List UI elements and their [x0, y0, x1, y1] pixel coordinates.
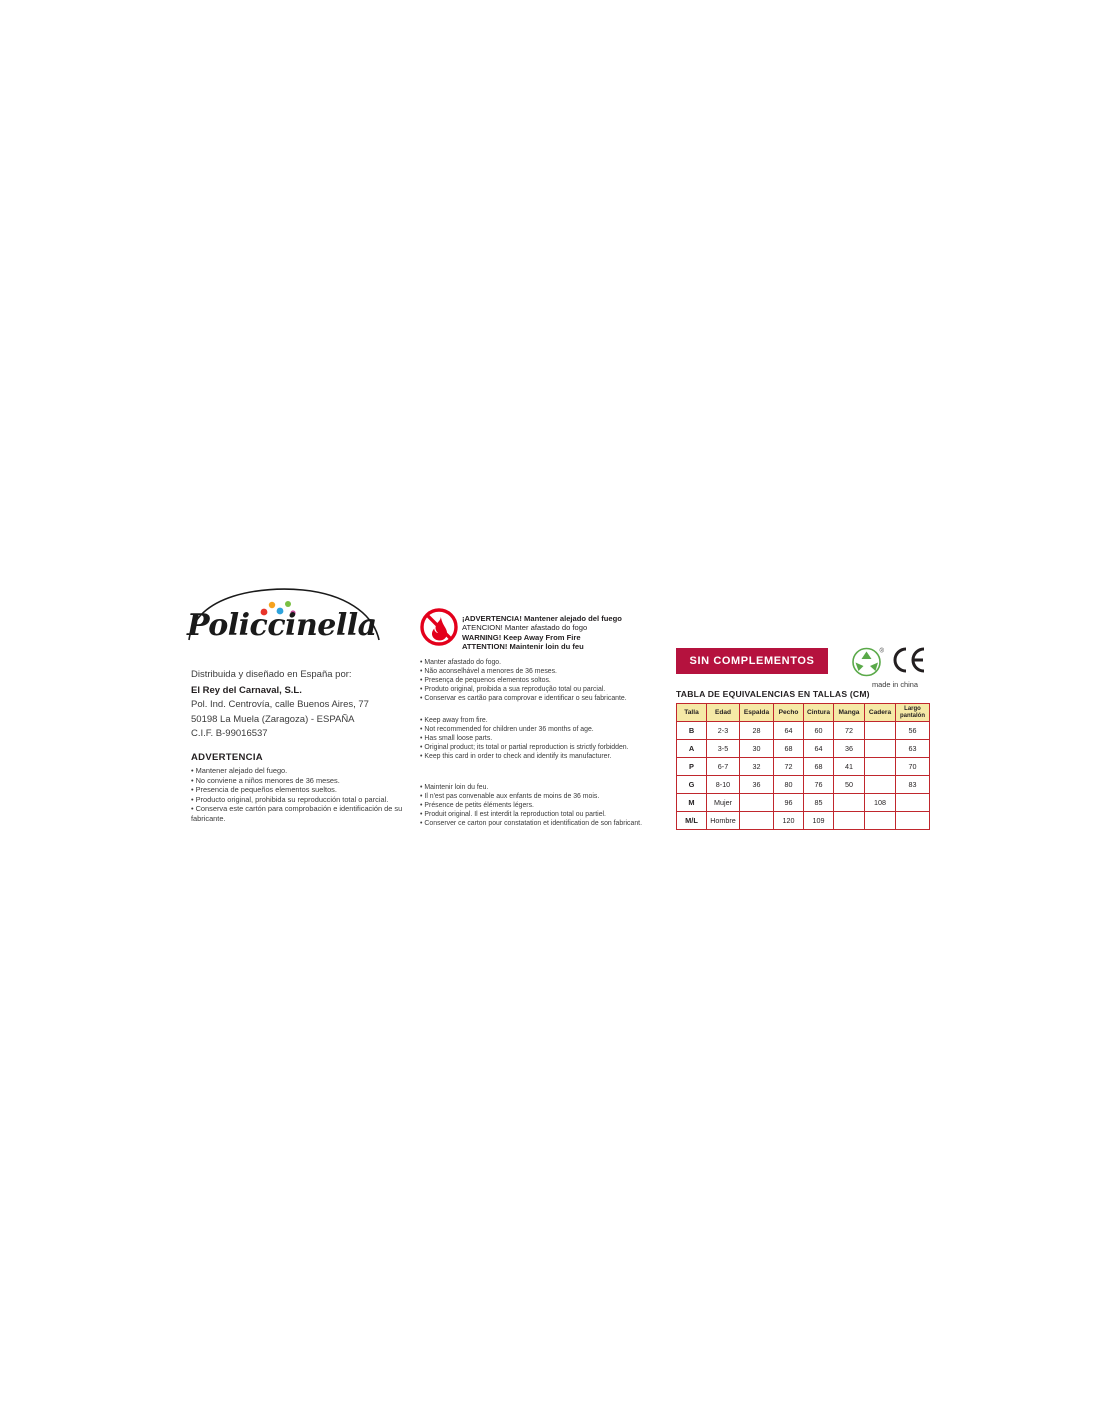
brand-logo — [183, 584, 383, 656]
warning-fr-item — [420, 801, 645, 810]
distributor-company: El Rey del Carnaval, S.L. — [191, 684, 302, 696]
size-table-cell: 32 — [740, 758, 774, 776]
distributor-cif: C.I.F. B-99016537 — [191, 728, 268, 739]
size-table-cell: Hombre — [707, 812, 740, 830]
warning-es-item-text: Conserva este cartón para comprobación e identificación de su fabricante. — [191, 804, 403, 823]
size-table-row-label: G — [677, 776, 707, 794]
bullet-dot-icon: • — [420, 793, 423, 801]
bullet-dot-icon: • — [420, 784, 423, 791]
size-table-header-cell: Edad — [707, 704, 740, 722]
warning-pt-item-text: Não aconselhável a menores de 36 meses. — [424, 668, 557, 676]
table-row — [677, 758, 930, 776]
warning-pt-item — [420, 658, 645, 667]
size-table-cell: 83 — [896, 776, 930, 794]
size-table-cell: 41 — [834, 758, 865, 776]
size-table-cell — [834, 812, 865, 830]
size-table-cell: 68 — [774, 740, 804, 758]
size-table-row-label: M/L — [677, 812, 707, 830]
size-table-cell: 6-7 — [707, 758, 740, 776]
warning-fr-item-text: Conserver ce carton pour constatation et identification de son fabricant. — [424, 820, 642, 828]
status-badge: SIN COMPLEMENTOS — [676, 648, 828, 674]
size-table-cell: 108 — [865, 794, 896, 812]
warning-pt-item-text: Produto original, proibida a sua reprodução total ou parcial. — [424, 686, 606, 694]
warning-en-item — [420, 725, 645, 734]
size-table-header-row — [677, 704, 930, 722]
warning-pt-item — [420, 676, 645, 685]
bullet-dot-icon: • — [420, 695, 423, 703]
size-table-cell — [896, 794, 930, 812]
bullet-dot-icon: • — [420, 686, 423, 694]
distributor-lead: Distribuida y diseñado en España por: — [191, 669, 352, 680]
bullet-dot-icon: • — [191, 804, 194, 814]
warning-fr-item-text: Il n'est pas convenable aux enfants de moins de 36 mois. — [424, 793, 600, 801]
distributor-address-line1: Pol. Ind. Centrovía, calle Buenos Aires, 77 — [191, 699, 369, 710]
size-table-cell — [740, 794, 774, 812]
warning-fr-item — [420, 792, 645, 801]
warning-header-multilang — [462, 614, 662, 652]
size-table-cell: 68 — [804, 758, 834, 776]
bullet-dot-icon: • — [420, 820, 423, 828]
size-table-cell: 70 — [896, 758, 930, 776]
bullet-dot-icon: • — [420, 677, 423, 685]
size-table-header-cell — [896, 704, 930, 722]
size-table-cell: 36 — [740, 776, 774, 794]
made-in-china-label: made in china — [871, 680, 918, 689]
size-table-cell — [865, 776, 896, 794]
bullet-dot-icon: • — [420, 717, 423, 724]
size-table-header-cell: Espalda — [740, 704, 774, 722]
table-row — [677, 740, 930, 758]
table-row — [677, 722, 930, 740]
size-table-cell: 30 — [740, 740, 774, 758]
warning-pt-item-text: Manter afastado do fogo. — [424, 659, 502, 666]
warning-en-item-text: Not recommended for children under 36 months of age. — [424, 726, 594, 734]
warning-list-fr — [420, 783, 645, 828]
warning-en-item — [420, 743, 645, 752]
warning-pt-item-text: Presença de pequenos elementos soltos. — [424, 677, 551, 685]
size-table-cell: 80 — [774, 776, 804, 794]
size-table-cell: 64 — [774, 722, 804, 740]
size-table-cell: 63 — [896, 740, 930, 758]
size-table-cell: 76 — [804, 776, 834, 794]
warning-es-item-text: Presencia de pequeños elementos sueltos. — [195, 785, 337, 795]
size-table-cell — [865, 740, 896, 758]
size-table-header-cell: Cintura — [804, 704, 834, 722]
warning-fr-item — [420, 783, 645, 792]
warning-pt-item-text: Conservar es cartão para comprovar e identificar o seu fabricante. — [424, 695, 627, 703]
warning-es-item-text: No conviene a niños menores de 36 meses. — [195, 775, 340, 785]
warning-pt-item — [420, 694, 645, 703]
size-table-title: TABLA DE EQUIVALENCIAS EN TALLAS (CM) — [676, 689, 870, 699]
warning-header-en: WARNING! Keep Away From Fire — [462, 632, 581, 642]
warning-fr-item-text: Présence de petits éléments légers. — [424, 802, 534, 810]
size-table-cell: 72 — [834, 722, 865, 740]
size-table-header-cell-line2: pantalón — [900, 712, 925, 719]
size-table-row-label: M — [677, 794, 707, 812]
bullet-dot-icon: • — [420, 659, 423, 666]
warning-en-item-text: Keep this card in order to check and identify its manufacturer. — [424, 753, 612, 761]
warning-fr-item — [420, 819, 645, 828]
size-table-cell: 3-5 — [707, 740, 740, 758]
warning-title: ADVERTENCIA — [191, 752, 263, 763]
table-row — [677, 794, 930, 812]
size-table-row-label: P — [677, 758, 707, 776]
size-table-cell — [865, 758, 896, 776]
warning-es-item — [191, 785, 431, 795]
recycle-loop-icon — [851, 645, 885, 677]
size-table-cell: 56 — [896, 722, 930, 740]
size-table-row-label: B — [677, 722, 707, 740]
bullet-dot-icon: • — [191, 775, 194, 785]
warning-en-item — [420, 734, 645, 743]
warning-pt-item — [420, 667, 645, 676]
size-table-cell — [834, 794, 865, 812]
bullet-dot-icon: • — [420, 802, 423, 810]
bullet-dot-icon: • — [420, 668, 423, 676]
warning-es-item — [191, 795, 431, 805]
size-table-cell: 36 — [834, 740, 865, 758]
size-table-cell: 50 — [834, 776, 865, 794]
table-row — [677, 812, 930, 830]
size-table-body — [677, 722, 930, 830]
distributor-address-line2: 50198 La Muela (Zaragoza) - ESPAÑA — [191, 713, 355, 725]
bullet-dot-icon: • — [420, 735, 423, 743]
warning-header-es: ¡ADVERTENCIA! Mantener alejado del fuego — [462, 614, 622, 623]
size-table-header-cell: Pecho — [774, 704, 804, 722]
warning-fr-item — [420, 810, 645, 819]
warning-es-item-text: Producto original, prohibida su reproducción total o parcial. — [195, 794, 389, 804]
warning-pt-item — [420, 685, 645, 694]
warning-fr-item-text: Maintenir loin du feu. — [424, 784, 489, 791]
warning-list-en — [420, 716, 645, 761]
distributor-info — [191, 668, 431, 742]
warning-list-es — [191, 766, 431, 824]
size-table-cell — [740, 812, 774, 830]
warning-list-pt — [420, 658, 645, 703]
bullet-dot-icon: • — [191, 785, 194, 795]
bullet-dot-icon: • — [420, 811, 423, 819]
size-table-cell: 120 — [774, 812, 804, 830]
bullet-dot-icon: • — [420, 753, 423, 761]
size-table-cell: 72 — [774, 758, 804, 776]
size-table-cell: Mujer — [707, 794, 740, 812]
svg-text:®: ® — [879, 648, 884, 655]
size-table-cell — [896, 812, 930, 830]
warning-en-item-text: Keep away from fire. — [424, 717, 488, 724]
warning-es-item-text: Mantener alejado del fuego. — [195, 766, 288, 775]
warning-header-pt: ATENCION! Manter afastado do fogo — [462, 623, 588, 633]
size-table-header-cell-line1: Largo — [904, 705, 921, 712]
warning-en-item-text: Original product; its total or partial reproduction is strictly forbidden. — [424, 744, 629, 752]
ce-mark-icon — [890, 645, 928, 675]
bullet-dot-icon: • — [191, 766, 194, 775]
size-table-row-label: A — [677, 740, 707, 758]
warning-header-fr: ATTENTION! Maintenir loin du feu — [462, 642, 584, 652]
warning-es-item — [191, 766, 431, 776]
warning-fr-item-text: Produit original. Il est interdit la reproduction total ou partiel. — [424, 811, 606, 819]
size-table-header-cell: Cadera — [865, 704, 896, 722]
bullet-dot-icon: • — [420, 744, 423, 752]
warning-en-item — [420, 716, 645, 725]
size-table-cell: 60 — [804, 722, 834, 740]
size-table-header-cell: Talla — [677, 704, 707, 722]
no-fire-icon — [420, 608, 458, 646]
size-table-cell: 64 — [804, 740, 834, 758]
size-table-cell: 2-3 — [707, 722, 740, 740]
warning-es-item — [191, 776, 431, 786]
warning-en-item — [420, 752, 645, 761]
size-table-cell: 96 — [774, 794, 804, 812]
warning-en-item-text: Has small loose parts. — [424, 735, 493, 743]
table-row — [677, 776, 930, 794]
bullet-dot-icon: • — [420, 726, 423, 734]
size-table-head — [677, 704, 930, 722]
brand-wordmark: Policcinella — [187, 608, 377, 643]
size-table-cell — [865, 812, 896, 830]
size-table-cell: 85 — [804, 794, 834, 812]
size-equivalence-table — [676, 703, 930, 830]
warning-es-item — [191, 804, 431, 823]
size-table-cell: 8-10 — [707, 776, 740, 794]
size-table-cell: 109 — [804, 812, 834, 830]
size-table-header-cell: Manga — [834, 704, 865, 722]
size-table-cell: 28 — [740, 722, 774, 740]
size-table-cell — [865, 722, 896, 740]
bullet-dot-icon: • — [191, 794, 194, 804]
